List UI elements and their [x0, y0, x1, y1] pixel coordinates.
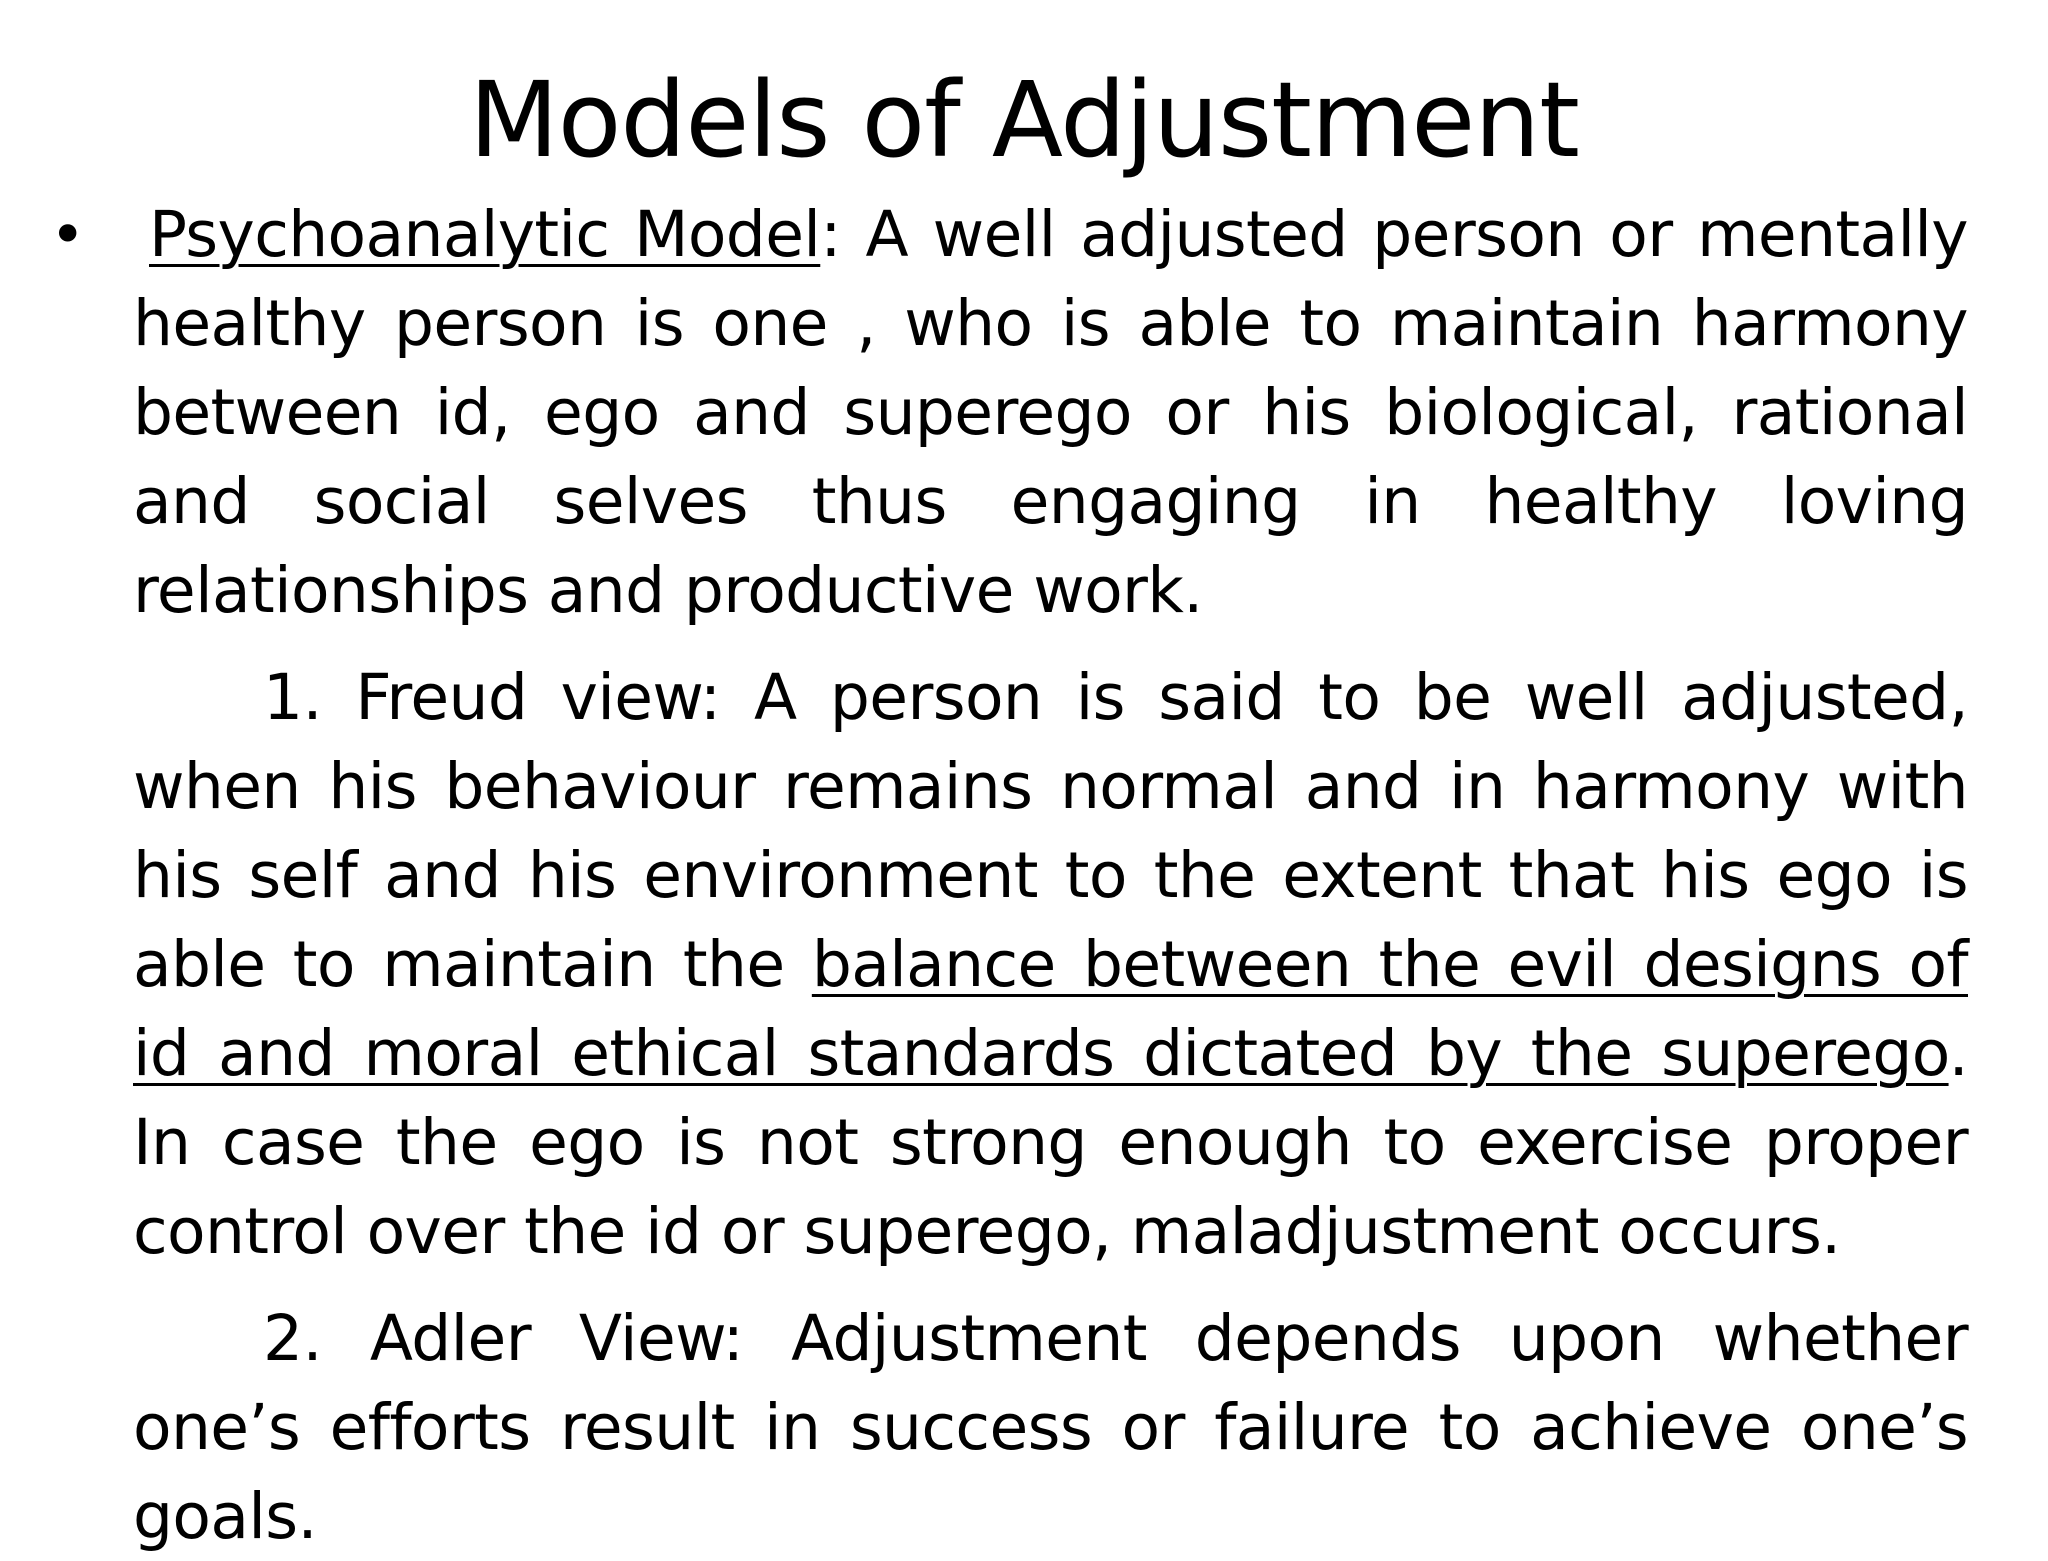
psychoanalytic-paragraph [133, 190, 1968, 635]
psychoanalytic-term: Psychoanalytic Model [149, 198, 821, 271]
psychoanalytic-text: : A well adjusted person or mentally healthy person is one , who is able to maintain harmony between id, ego and superego or his biological, rational and social selves thus engaging in healthy loving relationships and productive work. [133, 198, 1968, 627]
bullet-marker: • [50, 200, 86, 270]
freud-rest: . In case the ego is not strong enough to exercise proper control over the id or superego, maladjustment occurs. [133, 1017, 1968, 1268]
freud-underlined-text: balance between the evil designs of id and moral ethical standards dictated by the superego [133, 928, 1968, 1090]
adler-paragraph [133, 1294, 1968, 1561]
freud-intro: 1. Freud view: A person is said to be well adjusted, when his behaviour remains normal and in harmony with his self and his environment to the extent that his ego is able to maintain the [133, 661, 1968, 1001]
slide-title: Models of Adjustment [469, 59, 1579, 181]
adler-text: 2. Adler View: Adjustment depends upon whether one’s efforts result in success or failure to achieve one’s goals. [133, 1302, 1968, 1553]
freud-paragraph [133, 653, 1968, 1276]
slide-body [133, 190, 1968, 1561]
